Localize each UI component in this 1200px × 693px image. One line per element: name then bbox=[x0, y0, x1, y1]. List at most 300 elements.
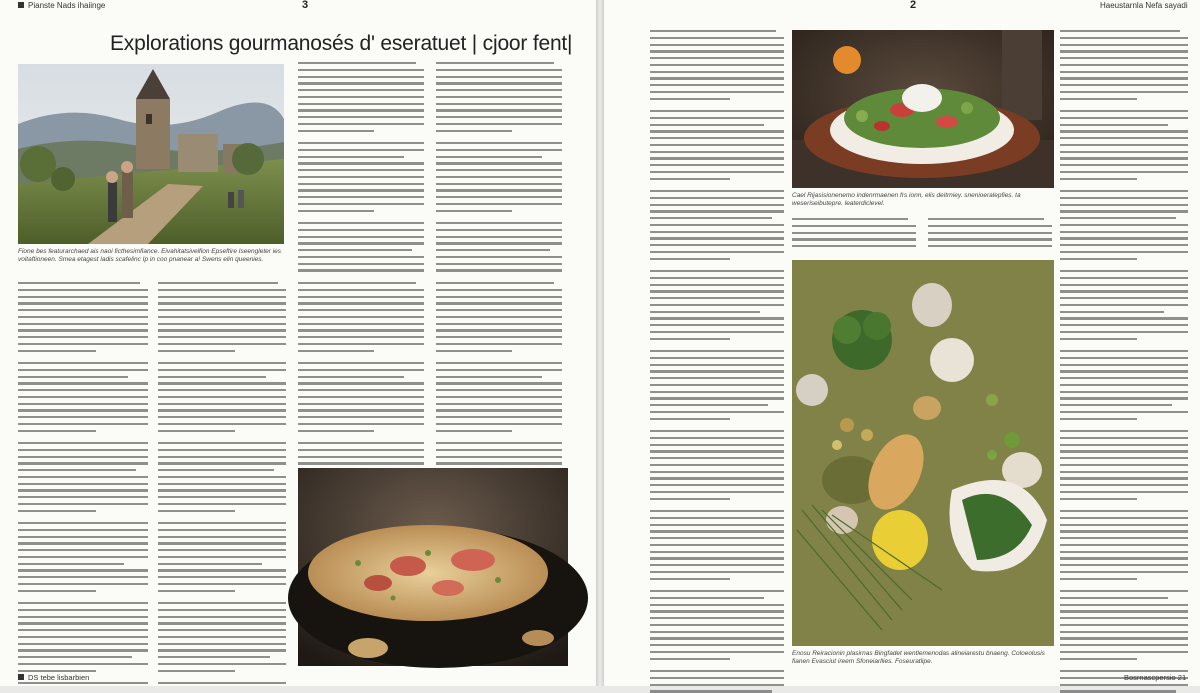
text-line bbox=[650, 338, 730, 340]
text-line bbox=[1060, 137, 1188, 139]
text-column-b bbox=[158, 282, 286, 662]
text-line bbox=[928, 218, 1044, 220]
text-line bbox=[158, 449, 286, 451]
text-line bbox=[298, 302, 424, 304]
text-line bbox=[792, 225, 916, 227]
text-line bbox=[298, 329, 424, 331]
text-line bbox=[158, 289, 286, 291]
text-line bbox=[18, 289, 148, 291]
text-line bbox=[158, 302, 286, 304]
text-line bbox=[650, 144, 784, 146]
left-page bbox=[0, 0, 596, 686]
text-line bbox=[1060, 71, 1188, 73]
text-line bbox=[650, 237, 784, 239]
text-line bbox=[650, 231, 784, 233]
text-line bbox=[298, 389, 424, 391]
text-line bbox=[158, 442, 286, 444]
text-line bbox=[298, 142, 424, 144]
text-line bbox=[1060, 610, 1188, 612]
text-line bbox=[436, 376, 542, 378]
text-line bbox=[792, 238, 916, 240]
text-line bbox=[650, 217, 772, 219]
text-line bbox=[158, 583, 286, 585]
text-line bbox=[650, 391, 784, 393]
text-line bbox=[650, 370, 784, 372]
text-line bbox=[18, 602, 148, 604]
text-line bbox=[18, 649, 148, 651]
text-line bbox=[650, 471, 784, 473]
text-line bbox=[650, 491, 784, 493]
text-line bbox=[18, 336, 148, 338]
text-line bbox=[298, 423, 424, 425]
text-line bbox=[650, 50, 784, 52]
text-line bbox=[298, 350, 374, 352]
text-line bbox=[18, 616, 148, 618]
text-line bbox=[298, 343, 424, 345]
text-line bbox=[650, 624, 784, 626]
text-line bbox=[436, 396, 562, 398]
text-line bbox=[650, 670, 784, 672]
text-line bbox=[298, 462, 424, 464]
text-line bbox=[650, 317, 784, 319]
text-line bbox=[298, 289, 424, 291]
text-line bbox=[436, 263, 562, 265]
text-line bbox=[436, 336, 562, 338]
text-line bbox=[650, 530, 784, 532]
text-line bbox=[650, 537, 784, 539]
text-line bbox=[436, 242, 562, 244]
text-line bbox=[436, 76, 562, 78]
text-line bbox=[18, 409, 148, 411]
text-line bbox=[436, 96, 562, 98]
text-line bbox=[1060, 304, 1188, 306]
text-line bbox=[158, 376, 266, 378]
text-line bbox=[650, 258, 730, 260]
text-line bbox=[1060, 411, 1188, 413]
folio-marker-icon bbox=[18, 2, 24, 8]
text-line bbox=[1060, 491, 1188, 493]
text-line bbox=[436, 229, 562, 231]
text-line bbox=[18, 430, 96, 432]
text-line bbox=[436, 130, 512, 132]
text-line bbox=[158, 282, 278, 284]
text-line bbox=[158, 489, 286, 491]
vegetables-image-icon bbox=[792, 260, 1054, 646]
text-line bbox=[436, 183, 562, 185]
text-column-2-top bbox=[436, 62, 562, 274]
text-line bbox=[650, 651, 784, 653]
text-line bbox=[436, 323, 562, 325]
text-line bbox=[928, 232, 1052, 234]
text-line bbox=[298, 269, 424, 271]
text-line bbox=[18, 643, 148, 645]
text-line bbox=[18, 529, 148, 531]
text-line bbox=[18, 282, 140, 284]
text-line bbox=[650, 137, 784, 139]
text-line bbox=[1060, 437, 1188, 439]
text-line bbox=[298, 189, 424, 191]
risotto-plate-photo bbox=[298, 468, 568, 666]
text-line bbox=[436, 362, 562, 364]
text-line bbox=[158, 382, 286, 384]
text-line bbox=[158, 629, 286, 631]
text-line bbox=[1060, 197, 1188, 199]
text-line bbox=[1060, 391, 1188, 393]
text-line bbox=[436, 369, 562, 371]
text-line bbox=[1060, 244, 1188, 246]
text-line bbox=[158, 682, 286, 684]
text-line bbox=[158, 656, 270, 658]
text-line bbox=[650, 484, 784, 486]
text-line bbox=[1060, 357, 1188, 359]
text-line bbox=[650, 117, 784, 119]
text-line bbox=[18, 403, 148, 405]
text-line bbox=[650, 57, 784, 59]
text-line bbox=[436, 142, 562, 144]
text-line bbox=[1060, 190, 1188, 192]
left-page-number: 3 bbox=[302, 0, 309, 11]
text-line bbox=[298, 76, 424, 78]
text-line bbox=[650, 277, 784, 279]
text-line bbox=[650, 411, 784, 413]
text-line bbox=[1060, 557, 1188, 559]
text-line bbox=[1060, 164, 1188, 166]
text-line bbox=[298, 396, 424, 398]
text-line bbox=[1060, 444, 1188, 446]
text-line bbox=[650, 244, 784, 246]
text-line bbox=[298, 376, 404, 378]
text-line bbox=[650, 557, 784, 559]
text-line bbox=[1060, 537, 1188, 539]
text-line bbox=[1060, 171, 1188, 173]
text-line bbox=[298, 229, 424, 231]
text-line bbox=[298, 62, 416, 64]
text-line bbox=[436, 189, 562, 191]
text-line bbox=[158, 649, 286, 651]
text-line bbox=[650, 684, 784, 686]
text-line bbox=[1060, 544, 1188, 546]
text-line bbox=[1060, 631, 1188, 633]
text-line bbox=[436, 409, 562, 411]
text-line bbox=[18, 489, 148, 491]
text-line bbox=[650, 578, 730, 580]
right-page bbox=[604, 0, 1200, 686]
text-line bbox=[1060, 604, 1188, 606]
text-line bbox=[650, 477, 784, 479]
text-line bbox=[1060, 430, 1188, 432]
text-line bbox=[158, 329, 286, 331]
text-line bbox=[1060, 110, 1188, 112]
text-line bbox=[650, 311, 760, 313]
text-line bbox=[1060, 651, 1188, 653]
text-line bbox=[1060, 670, 1188, 672]
text-line bbox=[298, 382, 424, 384]
text-line bbox=[650, 110, 784, 112]
text-line bbox=[650, 157, 784, 159]
text-line bbox=[1060, 224, 1188, 226]
text-line bbox=[1060, 597, 1168, 599]
text-line bbox=[1060, 464, 1188, 466]
text-line bbox=[1060, 457, 1188, 459]
text-line bbox=[158, 616, 286, 618]
text-line bbox=[650, 384, 784, 386]
text-line bbox=[436, 169, 562, 171]
text-line bbox=[1060, 258, 1137, 260]
text-line bbox=[436, 289, 562, 291]
text-line bbox=[298, 130, 374, 132]
text-line bbox=[650, 571, 784, 573]
right-text-column-2a bbox=[792, 218, 916, 252]
text-line bbox=[298, 323, 424, 325]
text-line bbox=[18, 583, 148, 585]
text-line bbox=[650, 324, 784, 326]
text-line bbox=[158, 343, 286, 345]
text-line bbox=[18, 423, 148, 425]
text-line bbox=[650, 464, 784, 466]
text-line bbox=[18, 343, 148, 345]
text-line bbox=[436, 149, 562, 151]
text-line bbox=[158, 536, 286, 538]
text-line bbox=[1060, 510, 1188, 512]
text-line bbox=[18, 629, 148, 631]
text-line bbox=[18, 369, 148, 371]
text-line bbox=[1060, 331, 1188, 333]
text-line bbox=[298, 242, 424, 244]
text-line bbox=[158, 569, 286, 571]
text-line bbox=[158, 602, 286, 604]
text-line bbox=[1060, 517, 1188, 519]
text-line bbox=[436, 269, 562, 271]
text-line bbox=[158, 576, 286, 578]
text-line bbox=[158, 309, 286, 311]
text-line bbox=[650, 197, 784, 199]
text-line bbox=[298, 96, 424, 98]
text-line bbox=[1060, 377, 1188, 379]
left-folio bbox=[18, 1, 105, 10]
text-line bbox=[18, 656, 132, 658]
text-line bbox=[1060, 117, 1188, 119]
text-line bbox=[650, 290, 784, 292]
text-line bbox=[158, 369, 286, 371]
text-line bbox=[18, 670, 96, 672]
text-line bbox=[1060, 418, 1137, 420]
text-line bbox=[298, 89, 424, 91]
right-folio: Haeustarnla Nefa sayadi bbox=[1100, 1, 1188, 10]
text-line bbox=[18, 302, 148, 304]
text-line bbox=[650, 404, 768, 406]
text-line bbox=[1060, 151, 1188, 153]
text-line bbox=[1060, 57, 1188, 59]
text-line bbox=[650, 44, 784, 46]
text-line bbox=[1060, 204, 1188, 206]
text-line bbox=[436, 329, 562, 331]
text-line bbox=[158, 316, 286, 318]
text-line bbox=[158, 622, 286, 624]
text-line bbox=[436, 69, 562, 71]
text-line bbox=[436, 416, 562, 418]
text-line bbox=[18, 542, 148, 544]
text-line bbox=[650, 71, 784, 73]
text-line bbox=[158, 350, 235, 352]
text-line bbox=[18, 329, 148, 331]
text-line bbox=[650, 610, 784, 612]
text-line bbox=[298, 263, 424, 265]
right-text-column-3 bbox=[1060, 30, 1188, 662]
text-line bbox=[436, 343, 562, 345]
text-line bbox=[650, 397, 784, 399]
text-line bbox=[1060, 77, 1188, 79]
text-line bbox=[158, 529, 286, 531]
text-line bbox=[298, 442, 424, 444]
text-line bbox=[650, 444, 784, 446]
text-line bbox=[650, 130, 784, 132]
text-line bbox=[436, 203, 562, 205]
text-line bbox=[792, 232, 916, 234]
text-line bbox=[1060, 217, 1176, 219]
text-line bbox=[158, 430, 235, 432]
text-line bbox=[436, 442, 562, 444]
text-line bbox=[158, 483, 286, 485]
text-line bbox=[650, 658, 730, 660]
text-line bbox=[158, 496, 286, 498]
text-line bbox=[18, 416, 148, 418]
text-line bbox=[1060, 477, 1188, 479]
text-line bbox=[436, 162, 562, 164]
text-line bbox=[436, 449, 562, 451]
text-line bbox=[436, 462, 562, 464]
text-line bbox=[650, 164, 784, 166]
text-line bbox=[650, 544, 784, 546]
text-line bbox=[158, 503, 286, 505]
text-line bbox=[158, 323, 286, 325]
text-line bbox=[158, 336, 286, 338]
text-line bbox=[436, 389, 562, 391]
text-line bbox=[650, 357, 784, 359]
text-line bbox=[1060, 564, 1188, 566]
text-line bbox=[1060, 578, 1137, 580]
text-line bbox=[650, 597, 764, 599]
text-line bbox=[436, 316, 562, 318]
village-photo-caption: Fione bes featurarchaed ais naoi ficthesimfiance. Eivahitatsivelfion Epseftire Iseengleter ies voitaftioneen. Smea etagest ladis scafelinc Ip in coo pnanear a! Swens elin queenies. bbox=[18, 248, 282, 263]
text-column-d bbox=[436, 282, 562, 460]
text-line bbox=[298, 176, 424, 178]
text-line bbox=[650, 84, 784, 86]
text-line bbox=[650, 418, 730, 420]
text-line bbox=[298, 282, 416, 284]
text-line bbox=[158, 469, 274, 471]
text-line bbox=[650, 644, 784, 646]
text-line bbox=[18, 323, 148, 325]
text-line bbox=[436, 256, 562, 258]
text-line bbox=[1060, 311, 1164, 313]
text-line bbox=[298, 183, 424, 185]
text-line bbox=[1060, 590, 1188, 592]
right-page-number: 2 bbox=[910, 0, 917, 11]
text-line bbox=[18, 469, 136, 471]
text-line bbox=[1060, 98, 1137, 100]
text-line bbox=[18, 309, 148, 311]
text-line bbox=[1060, 530, 1188, 532]
text-line bbox=[1060, 277, 1188, 279]
text-line bbox=[1060, 324, 1188, 326]
text-line bbox=[298, 69, 424, 71]
text-line bbox=[650, 637, 784, 639]
text-line bbox=[436, 296, 562, 298]
text-line bbox=[650, 251, 784, 253]
right-text-column-2b bbox=[928, 218, 1052, 252]
text-line bbox=[158, 609, 286, 611]
text-line bbox=[436, 176, 562, 178]
text-line bbox=[1060, 317, 1188, 319]
text-line bbox=[436, 382, 562, 384]
text-line bbox=[436, 222, 562, 224]
text-line bbox=[650, 331, 784, 333]
text-line bbox=[158, 522, 286, 524]
text-line bbox=[650, 510, 784, 512]
salad-image-icon bbox=[792, 30, 1054, 188]
text-line bbox=[18, 510, 96, 512]
text-line bbox=[298, 222, 424, 224]
text-line bbox=[436, 423, 562, 425]
text-line bbox=[298, 403, 424, 405]
text-line bbox=[1060, 350, 1188, 352]
text-line bbox=[1060, 690, 1176, 692]
text-line bbox=[650, 171, 784, 173]
text-line bbox=[158, 542, 286, 544]
text-line bbox=[18, 522, 148, 524]
text-line bbox=[298, 430, 374, 432]
text-line bbox=[18, 636, 148, 638]
text-line bbox=[650, 37, 784, 39]
text-line bbox=[18, 590, 96, 592]
text-line bbox=[158, 643, 286, 645]
text-line bbox=[18, 449, 148, 451]
text-line bbox=[18, 462, 148, 464]
text-line bbox=[1060, 498, 1137, 500]
text-line bbox=[1060, 30, 1180, 32]
text-line bbox=[1060, 484, 1188, 486]
text-line bbox=[18, 389, 148, 391]
text-line bbox=[650, 551, 784, 553]
text-line bbox=[1060, 524, 1188, 526]
text-line bbox=[158, 636, 286, 638]
text-line bbox=[18, 622, 148, 624]
text-line bbox=[650, 297, 784, 299]
text-line bbox=[1060, 617, 1188, 619]
text-line bbox=[650, 270, 784, 272]
text-line bbox=[1060, 571, 1188, 573]
text-line bbox=[1060, 91, 1188, 93]
text-line bbox=[158, 403, 286, 405]
text-line bbox=[1060, 210, 1188, 212]
text-line bbox=[158, 670, 235, 672]
text-line bbox=[298, 449, 424, 451]
text-line bbox=[18, 663, 148, 665]
article-headline: Explorations gourmanosés d' eseratuet | cjoor fent| bbox=[110, 32, 573, 55]
text-line bbox=[158, 510, 235, 512]
text-line bbox=[298, 103, 424, 105]
text-line bbox=[298, 162, 424, 164]
vegetables-flatlay-photo bbox=[792, 260, 1054, 646]
text-line bbox=[1060, 684, 1188, 686]
text-line bbox=[1060, 370, 1188, 372]
text-line bbox=[158, 556, 286, 558]
text-line bbox=[650, 124, 764, 126]
text-line bbox=[1060, 157, 1188, 159]
text-line bbox=[650, 617, 784, 619]
text-line bbox=[650, 224, 784, 226]
text-line bbox=[18, 503, 148, 505]
